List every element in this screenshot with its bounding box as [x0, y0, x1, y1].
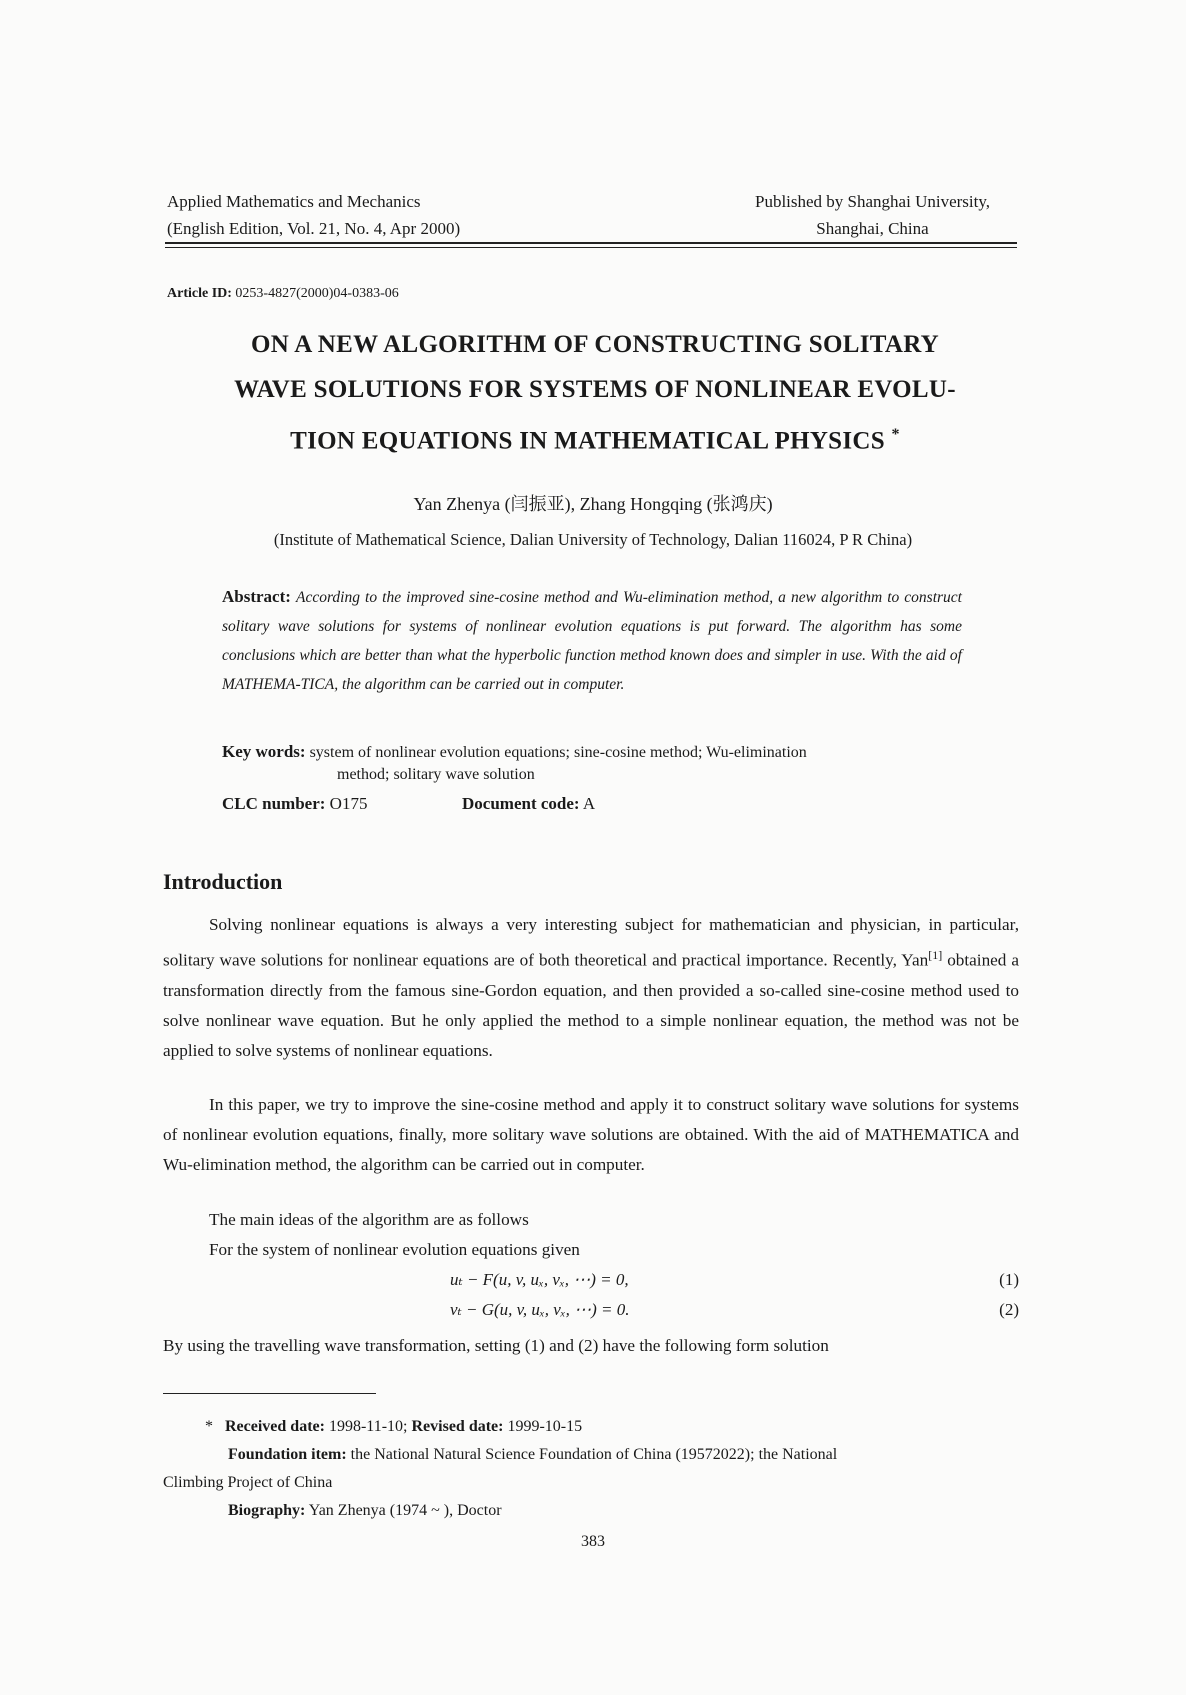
equation-1: uₜ − F(u, v, uₓ, vₓ, ⋯) = 0,: [450, 1270, 629, 1289]
abstract: [222, 582, 962, 699]
clc-value: O175: [329, 794, 368, 813]
footnote-dates: [205, 1418, 582, 1436]
document-code-value: A: [582, 794, 596, 813]
received-label: Received date:: [225, 1418, 325, 1435]
revised-value: 1999-10-15: [507, 1418, 583, 1435]
keywords: [222, 738, 962, 767]
after-equation-line: By using the travelling wave transformation, setting (1) and (2) have the following form solution: [163, 1336, 829, 1355]
keywords-label: Key words:: [222, 742, 306, 761]
equation-2: vₜ − G(u, v, uₓ, vₓ, ⋯) = 0.: [450, 1300, 630, 1319]
authors: Yan Zhenya (闫振亚), Zhang Hongqing (张鸿庆): [413, 494, 773, 514]
biography-label: Biography:: [228, 1502, 306, 1519]
system-given-line: For the system of nonlinear evolution equations given: [209, 1240, 580, 1259]
main-ideas-line: The main ideas of the algorithm are as follows: [209, 1210, 529, 1229]
title-line-1: ON A NEW ALGORITHM OF CONSTRUCTING SOLITARY: [250, 331, 940, 358]
page-number: 383: [581, 1533, 605, 1550]
foundation-continuation: Climbing Project of China: [163, 1474, 333, 1491]
footnote-rule: [163, 1393, 376, 1394]
header-rule-thin: [165, 247, 1017, 248]
revised-label: Revised date:: [411, 1418, 504, 1435]
journal-name: Applied Mathematics and Mechanics: [167, 192, 421, 211]
intro-paragraph-1: Solving nonlinear equations is always a very interesting subject for mathematician and physician, in particular, solitary wave solutions for nonlinear equations are of both theoretical and practical importance. Recently, Yan[1] obtained a transformation directly from the famous sine-Gordon equation, and then provided a so-called sine-cosine method used to solve nonlinear wave equation. But he only applied the method to a simple nonlinear equation, the method was not be applied to solve systems of nonlinear equations.: [163, 915, 1020, 1060]
paper-title: [200, 322, 990, 463]
title-line-3: TION EQUATIONS IN MATHEMATICAL PHYSICS *: [290, 426, 900, 455]
clc-number: [222, 794, 367, 814]
title-line-2: WAVE SOLUTIONS FOR SYSTEMS OF NONLINEAR EVOLU-: [234, 376, 956, 403]
citation-ref: [1]: [928, 948, 943, 962]
equation-1-number: (1): [999, 1270, 1019, 1289]
journal-edition: (English Edition, Vol. 21, No. 4, Apr 2000): [167, 219, 461, 238]
section-heading: Introduction: [163, 869, 283, 894]
affiliation: (Institute of Mathematical Science, Dalian University of Technology, Dalian 116024, P R China): [273, 530, 913, 549]
publisher-name: Published by Shanghai University,: [755, 192, 990, 211]
footnote-star: *: [205, 1418, 213, 1435]
header-rule-thick: [165, 242, 1017, 244]
footnote-biography: [228, 1502, 502, 1520]
journal-info: [167, 188, 460, 242]
footnote-foundation: [228, 1446, 837, 1464]
abstract-text: According to the improved sine-cosine method and Wu-elimination method, a new algorithm to construct solitary wave solutions for systems of nonlinear evolution equations is put forward. The algorithm has some conclusions which are better than what the hyperbolic function method known does and simpler in use. With the aid of MATHEMA-TICA, the algorithm can be carried out in computer.: [222, 589, 962, 693]
received-value: 1998-11-10;: [328, 1418, 408, 1435]
equation-2-number: (2): [999, 1300, 1019, 1319]
title-footnote-marker: *: [891, 426, 900, 443]
document-code: [462, 794, 595, 814]
publisher-location: Shanghai, China: [816, 219, 929, 238]
intro-paragraph-2: In this paper, we try to improve the sine-cosine method and apply it to construct solitary wave solutions for systems of nonlinear evolution equations, finally, more solitary wave solutions are obtained. With the aid of MATHEMATICA and Wu-elimination method, the algorithm can be carried out in computer.: [163, 1095, 1019, 1174]
article-id: [167, 286, 399, 302]
document-code-label: Document code:: [462, 794, 580, 813]
abstract-label: Abstract:: [222, 587, 291, 606]
keywords-line-1: system of nonlinear evolution equations; sine-cosine method; Wu-elimination: [309, 744, 807, 761]
biography-text: Yan Zhenya (1974 ~ ), Doctor: [308, 1502, 502, 1519]
foundation-text: the National Natural Science Foundation of China (19572022); the National: [350, 1446, 838, 1463]
article-id-label: Article ID:: [167, 286, 232, 301]
article-id-value: 0253-4827(2000)04-0383-06: [235, 286, 399, 301]
foundation-label: Foundation item:: [228, 1446, 347, 1463]
publisher-info: [725, 188, 1020, 242]
keywords-line-2: method; solitary wave solution: [337, 766, 535, 783]
clc-label: CLC number:: [222, 794, 326, 813]
